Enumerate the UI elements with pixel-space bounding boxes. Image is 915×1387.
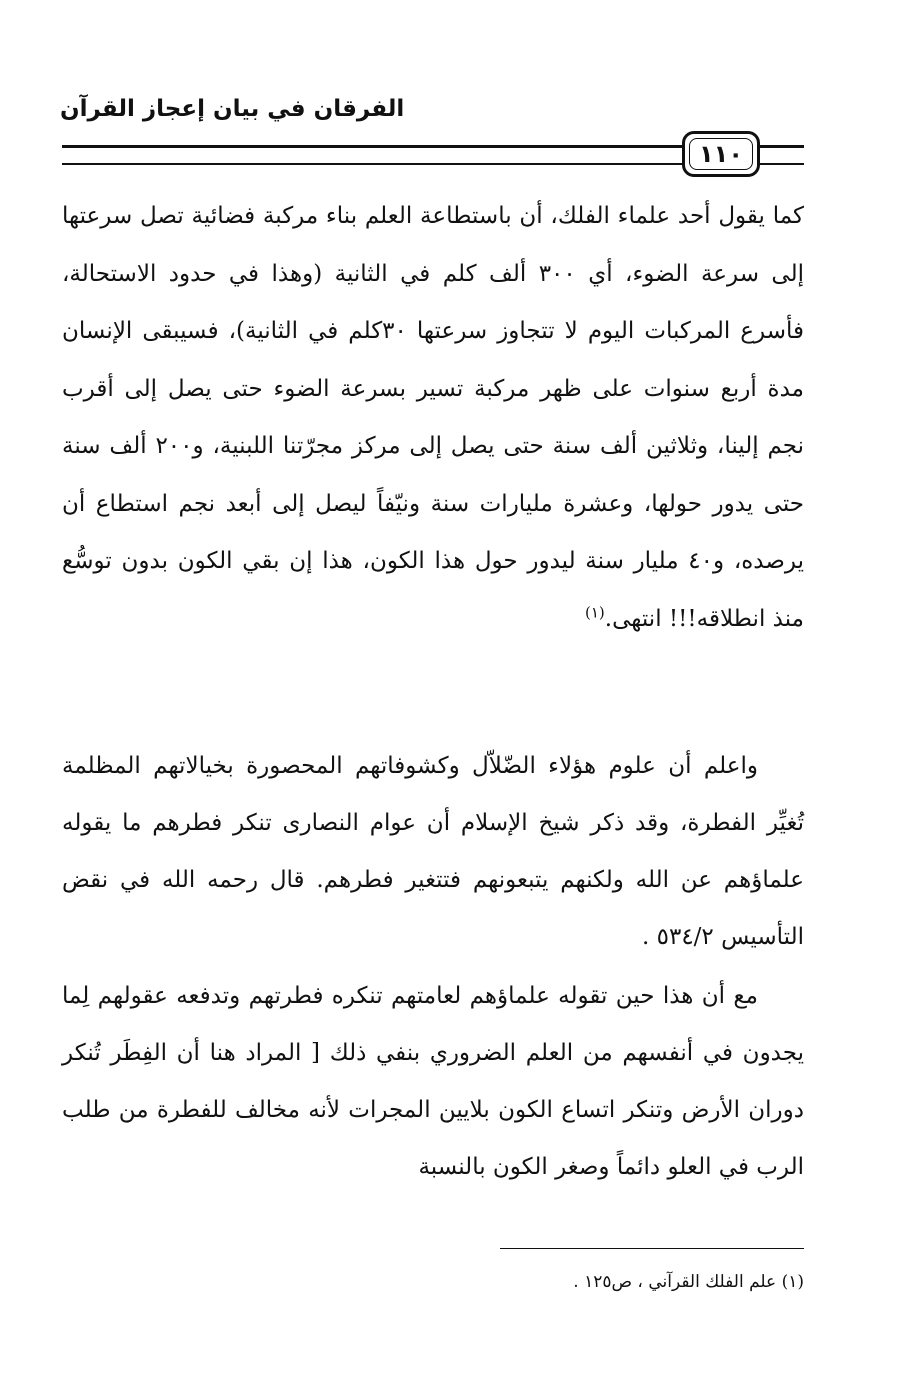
page-number: ١١٠ xyxy=(699,140,743,168)
header-rule-top-right xyxy=(760,145,804,148)
footnote-1: (١) علم الفلك القرآني ، ص١٢٥ . xyxy=(573,1272,804,1292)
header-rule-bottom-right xyxy=(760,163,804,165)
paragraph-1-text: كما يقول أحد علماء الفلك، أن باستطاعة العلم بناء مركبة فضائية تصل سرعتها إلى سرعة الضوء، أي ٣٠٠ ألف كلم في الثانية (وهذا في حدود الاستحالة، فأسرع المركبات اليوم لا تتجاوز سرعتها ٣٠كلم في الثانية)، فسيبقى الإنسان مدة أربع سنوات على ظهر مركبة تسير بسرعة الضوء حتى يصل إلى أقرب نجم إلينا، وثلاثين ألف سنة حتى يصل إلى مركز مجرّتنا اللبنية، و٢٠٠ ألف سنة حتى يدور حولها، وعشرة مليارات سنة ونيّفاً ليصل إلى أبعد نجم استطاع أن يرصده، و٤٠ مليار سنة ليدور حول هذا الكون، هذا إن بقي الكون بدون توسُّع منذ انطلاقه!!! انتهى. xyxy=(62,203,805,632)
body-paragraph-2 xyxy=(62,738,804,966)
page-number-frame xyxy=(682,131,760,177)
paragraph-2-text: واعلم أن علوم هؤلاء الضّلاّل وكشوفاتهم المحصورة بخيالاتهم المظلمة تُغيِّر الفطرة، وقد ذكر شيخ الإسلام أن عوام النصارى تنكر فطرهم ما يقوله علماؤهم عن الله ولكنهم يتبعونهم فتتغير فطرهم. قال رحمه الله في نقض التأسيس ٥٣٤/٢ . xyxy=(62,753,804,950)
body-paragraph-3 xyxy=(62,968,804,1196)
header-rule-bottom xyxy=(62,163,682,165)
footnote-separator xyxy=(500,1248,804,1249)
footnote-reference[interactable]: (١) xyxy=(585,602,605,621)
header-rule-top xyxy=(62,145,682,148)
body-paragraph-1 xyxy=(62,188,804,648)
paragraph-3-text: مع أن هذا حين تقوله علماؤهم لعامتهم تنكره فطرتهم وتدفعه عقولهم لِما يجدون في أنفسهم من العلم الضروري بنفي ذلك [ المراد هنا أن الفِطَر تُنكر دوران الأرض وتنكر اتساع الكون بلايين المجرات لأنه مخالف للفطرة من طلب الرب في العلو دائماً وصغر الكون بالنسبة xyxy=(62,983,804,1180)
running-title: الفرقان في بيان إعجاز القرآن xyxy=(60,96,405,122)
